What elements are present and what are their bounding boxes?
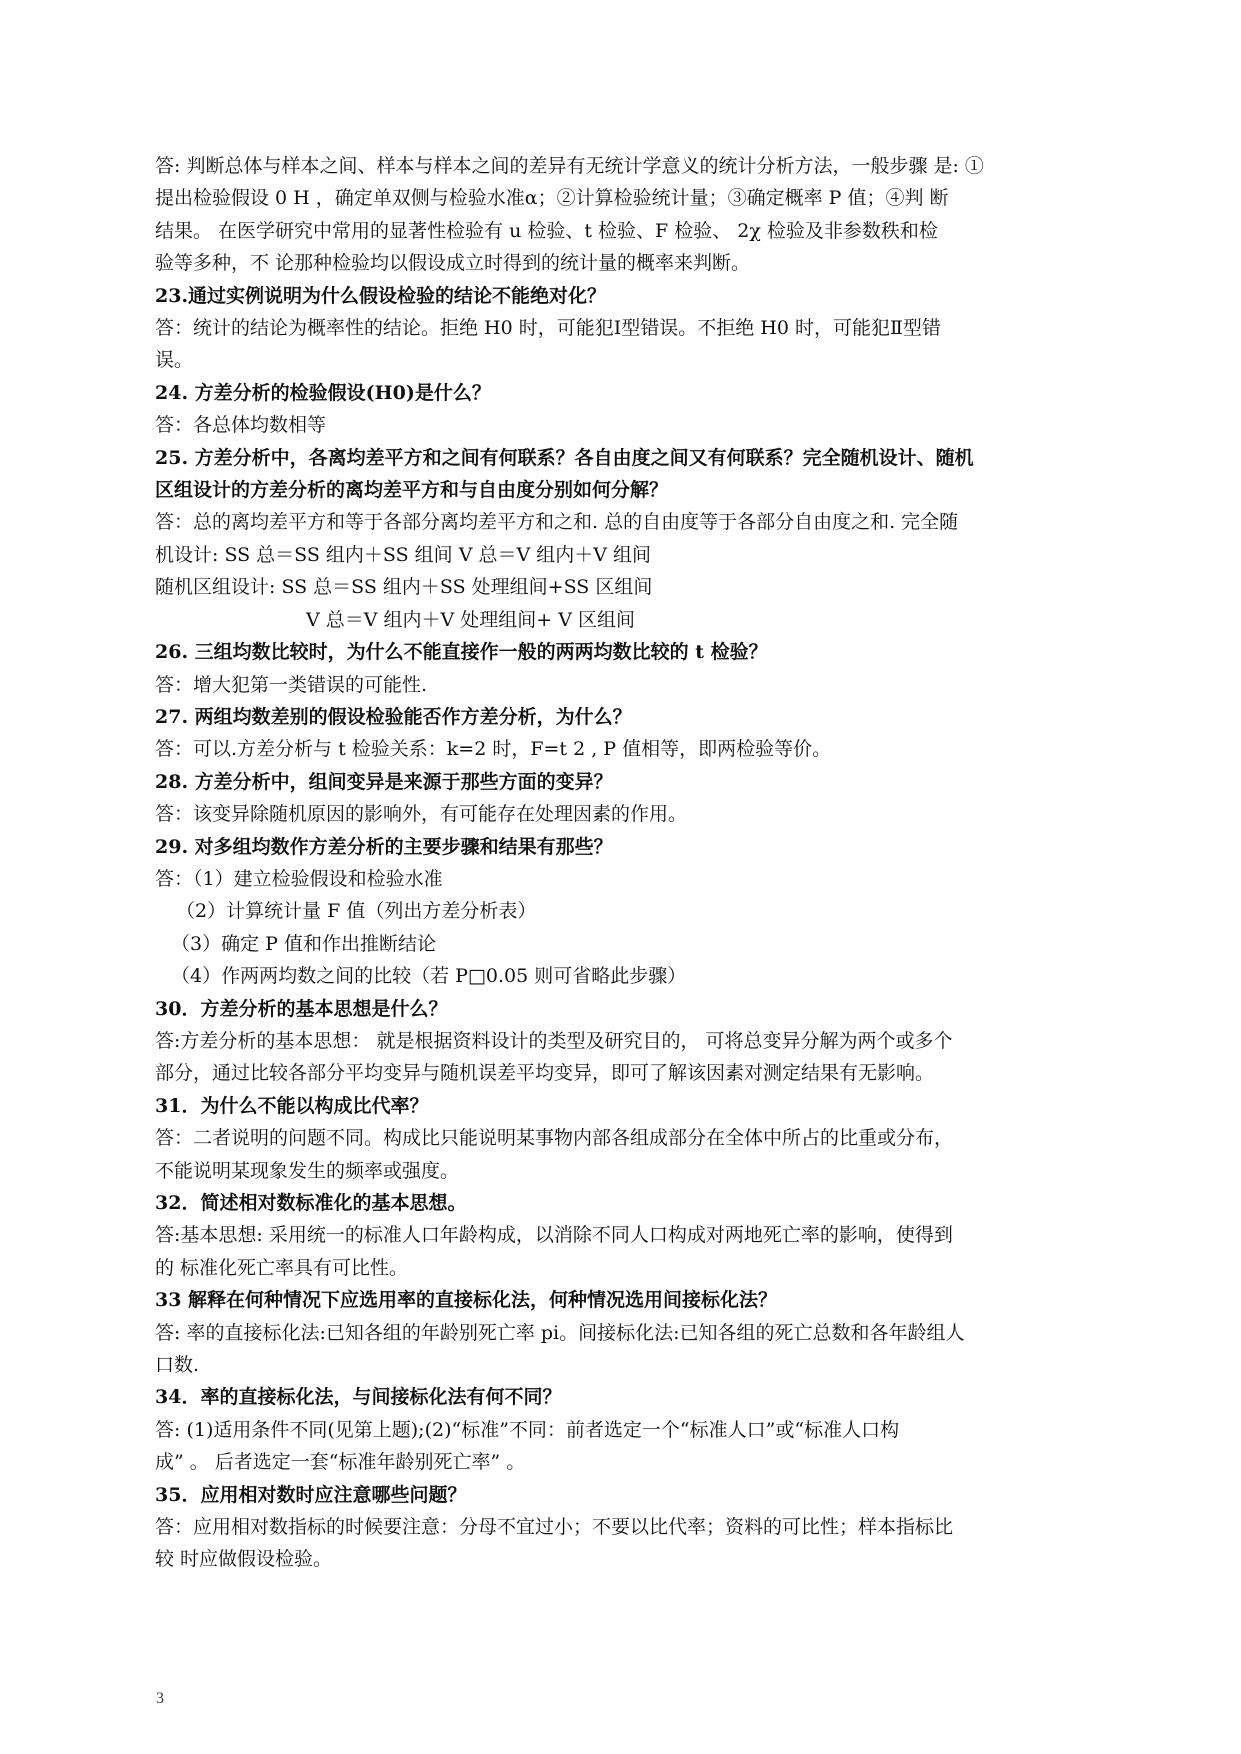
- question-line: 24. 方差分析的检验假设(H0)是什么？: [155, 381, 491, 404]
- question-line: 23.通过实例说明为什么假设检验的结论不能绝对化？: [155, 284, 607, 307]
- question-line: 区组设计的方差分析的离均差平方和与自由度分别如何分解？: [155, 479, 669, 502]
- answer-line: 不能说明某现象发生的频率或强度。: [155, 1159, 460, 1182]
- question-line: 32．简述相对数标准化的基本思想。: [155, 1192, 467, 1214]
- question-line: 35．应用相对数时应注意哪些问题？: [155, 1483, 467, 1506]
- answer-line: 答: 率的直接标化法:已知各组的年龄别死亡率 pi。间接标化法:已知各组的死亡总数和各年龄组人: [155, 1321, 965, 1344]
- answer-line: V 总＝V 组内＋V 处理组间+ V 区组间: [306, 608, 636, 631]
- answer-line: （4）作两两均数之间的比较（若 P□0.05 则可省略此步骤）: [171, 965, 687, 988]
- answer-line: 答:方差分析的基本思想： 就是根据资料设计的类型及研究目的， 可将总变异分解为两个或多个: [155, 1029, 953, 1052]
- answer-line: 的 标准化死亡率具有可比性。: [155, 1256, 409, 1279]
- answer-line: 随机区组设计: SS 总＝SS 组内＋SS 处理组间+SS 区组间: [155, 576, 653, 599]
- question-line: 27. 两组均数差别的假设检验能否作方差分析，为什么？: [155, 705, 632, 728]
- answer-line: 答:基本思想: 采用统一的标准人口年龄构成，以消除不同人口构成对两地死亡率的影响，使得到: [155, 1224, 953, 1247]
- answer-line: 答：统计的结论为概率性的结论。拒绝 H0 时，可能犯Ⅰ型错误。不拒绝 H0 时，可能犯Ⅱ型错: [155, 317, 941, 340]
- answer-line: 答：应用相对数指标的时候要注意：分母不宜过小；不要以比代率；资料的可比性；样本指标比: [155, 1516, 954, 1539]
- question-line: 31．为什么不能以构成比代率？: [155, 1094, 429, 1117]
- answer-line: 验等多种，不 论那种检验均以假设成立时得到的统计量的概率来判断。: [155, 252, 751, 275]
- answer-line: 成” 。 后者选定一套“标准年龄别死亡率” 。: [155, 1451, 526, 1474]
- question-line: 30．方差分析的基本思想是什么？: [155, 997, 448, 1020]
- page-body-text: [155, 150, 1095, 1576]
- question-line: 28. 方差分析中，组间变异是来源于那些方面的变异？: [155, 770, 613, 793]
- question-line: 34．率的直接标化法，与间接标化法有何不同？: [155, 1386, 562, 1409]
- answer-line: 答：二者说明的问题不同。构成比只能说明某事物内部各组成部分在全体中所占的比重或分布，: [155, 1127, 954, 1150]
- question-line: 33 解释在何种情况下应选用率的直接标化法，何种情况选用间接标化法？: [155, 1289, 778, 1312]
- answer-line: 答：总的离均差平方和等于各部分离均差平方和之和. 总的自由度等于各部分自由度之和. 完全随: [155, 511, 959, 534]
- answer-line: 结果。 在医学研究中常用的显著性检验有 u 检验、t 检验、F 检验、 2χ 检验及非参数秩和检: [155, 219, 938, 242]
- answer-line: 答：该变异除随机原因的影响外，有可能存在处理因素的作用。: [155, 803, 688, 826]
- answer-line: 答: (1)适用条件不同(见第上题);(2)“标准”不同：前者选定一个“标准人口”或“标准人口构: [155, 1418, 900, 1441]
- answer-line: 口数.: [155, 1354, 200, 1377]
- answer-line: （3）确定 P 值和作出推断结论: [171, 932, 436, 955]
- answer-line: 较 时应做假设检验。: [155, 1548, 333, 1571]
- answer-line: 答：各总体均数相等: [155, 414, 327, 437]
- answer-line: 答：（1）建立检验假设和检验水准: [155, 867, 443, 890]
- page-number: 3: [156, 1690, 164, 1707]
- question-line: 26. 三组均数比较时，为什么不能直接作一般的两两均数比较的 t 检验？: [155, 641, 768, 664]
- answer-line: 机设计: SS 总＝SS 组内＋SS 组间 V 总＝V 组内＋V 组间: [155, 543, 651, 566]
- answer-line: （2）计算统计量 F 值（列出方差分析表）: [176, 900, 537, 923]
- answer-line: 答: 判断总体与样本之间、样本与样本之间的差异有无统计学意义的统计分析方法，一般步骤 是: ①: [155, 155, 984, 177]
- answer-line: 提出检验假设 0 H ，确定单双侧与检验水准α；②计算检验统计量；③确定概率 P 值；④判 断: [155, 187, 949, 210]
- answer-line: 答：增大犯第一类错误的可能性.: [155, 673, 428, 696]
- answer-line: 答：可以.方差分析与 t 检验关系：k=2 时，F=t 2 , P 值相等，即两检验等价。: [155, 738, 832, 761]
- answer-line: 部分，通过比较各部分平均变异与随机误差平均变异，即可了解该因素对测定结果有无影响。: [155, 1062, 935, 1085]
- question-line: 29. 对多组均数作方差分析的主要步骤和结果有那些？: [155, 835, 613, 858]
- answer-line: 误。: [155, 349, 194, 372]
- question-line: 25. 方差分析中，各离均差平方和之间有何联系？各自由度之间又有何联系？完全随机设计、随机: [155, 446, 974, 469]
